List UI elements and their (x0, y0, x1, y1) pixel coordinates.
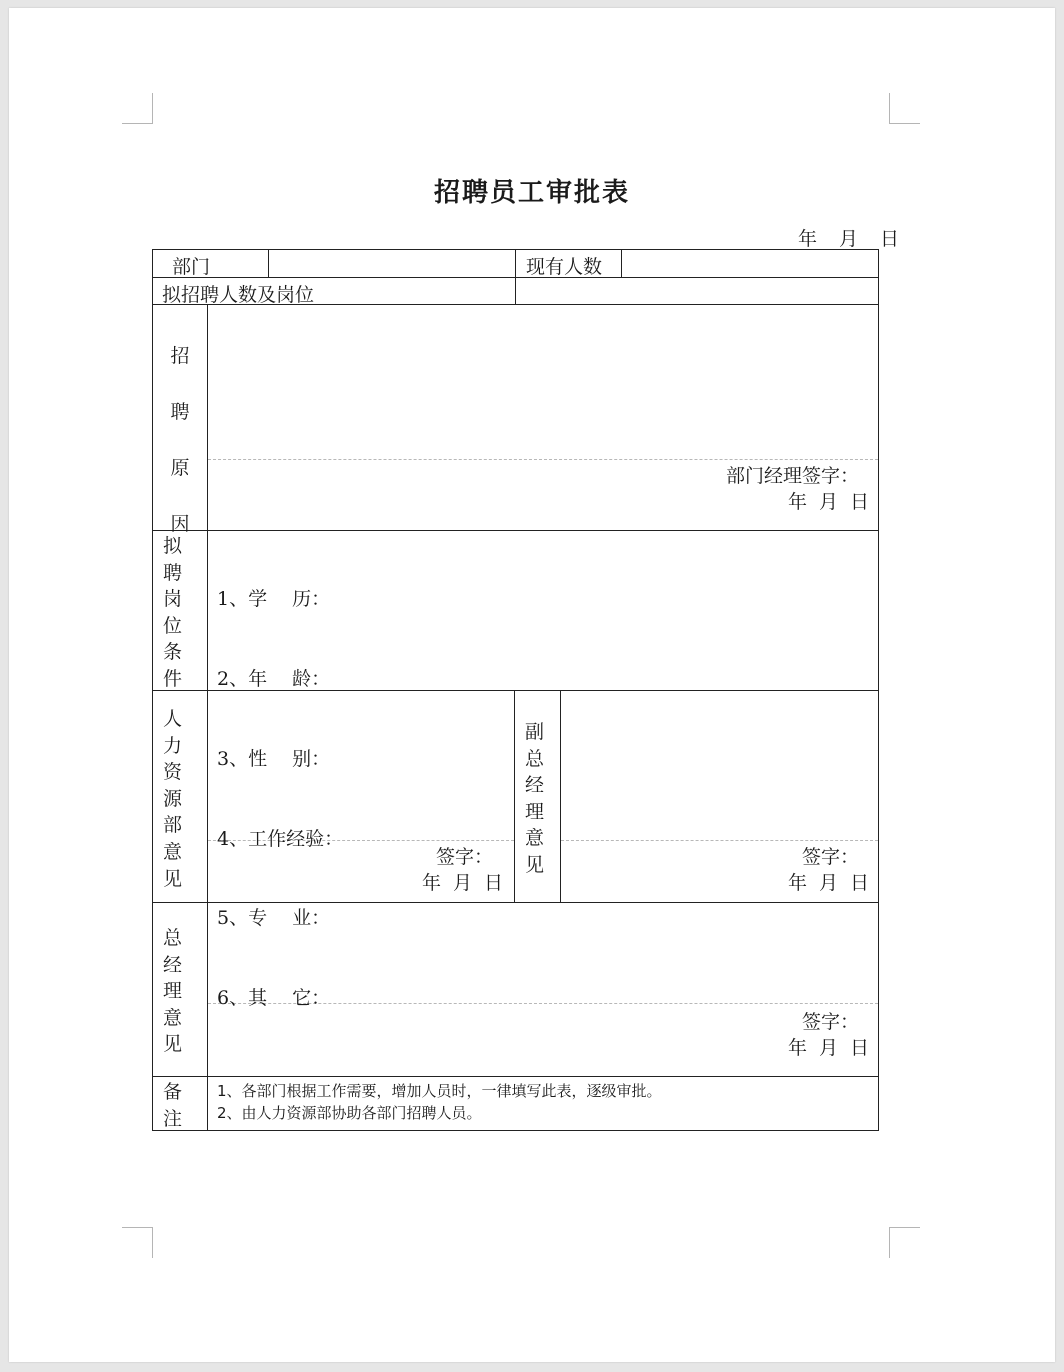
date-day: 日 (483, 872, 503, 894)
label-char: 备 (163, 1081, 183, 1103)
gm-label (163, 925, 185, 1058)
dept-field[interactable] (272, 252, 512, 274)
label-char: 经 (525, 774, 545, 797)
remark-line-1: 1、各部门根据工作需要，增加人员时，一律填写此表，逐级审批。 (217, 1082, 662, 1100)
remarks-label (163, 1079, 185, 1132)
headcount-field[interactable] (625, 252, 875, 274)
hr-label (163, 706, 185, 892)
label-char: 力 (163, 734, 183, 757)
label-char: 聘 (163, 561, 183, 584)
crop-mark-top-left (122, 93, 153, 124)
hr-signature-label: 签字： (435, 846, 493, 868)
label-char: 见 (163, 867, 183, 890)
vp-label (525, 719, 547, 879)
label-char: 源 (163, 787, 183, 810)
reason-input-area[interactable] (210, 307, 876, 457)
date-month: 月 (452, 872, 472, 894)
gm-opinion-area[interactable] (210, 905, 876, 1001)
crop-mark-top-right (889, 93, 920, 124)
reason-date (776, 487, 869, 514)
label-char: 因 (170, 513, 190, 535)
label-char: 理 (163, 980, 183, 1003)
header-date-day: 日 (879, 228, 899, 250)
label-char: 总 (163, 927, 183, 949)
label-char: 注 (163, 1107, 183, 1130)
date-day: 日 (849, 1037, 869, 1059)
header-date-year: 年 (797, 228, 817, 250)
plan-field[interactable] (519, 280, 874, 302)
label-char: 经 (163, 953, 183, 976)
headcount-label: 现有人数 (526, 256, 603, 278)
header-date (784, 224, 899, 251)
label-char: 人 (163, 708, 183, 730)
plan-label: 拟招聘人数及岗位 (162, 284, 315, 306)
label-char: 见 (525, 853, 545, 876)
label-char: 位 (163, 614, 183, 637)
reason-signature-label: 部门经理签字： (725, 465, 859, 487)
date-month: 月 (818, 1037, 838, 1059)
date-year: 年 (787, 1037, 807, 1059)
label-char: 聘 (170, 401, 190, 423)
gm-date (788, 1033, 869, 1060)
label-char: 件 (163, 667, 183, 690)
date-month: 月 (818, 872, 838, 894)
label-char: 拟 (163, 535, 183, 557)
hr-date (422, 868, 503, 895)
label-char: 部 (163, 814, 183, 837)
date-year: 年 (421, 872, 441, 894)
label-char: 见 (163, 1033, 183, 1056)
reason-label (160, 341, 200, 536)
condition-experience: 4、工作经验： (217, 827, 344, 850)
label-char: 原 (170, 457, 190, 479)
header-date-month: 月 (838, 228, 858, 250)
date-year: 年 (787, 872, 807, 894)
conditions-label (163, 533, 185, 693)
label-char: 意 (163, 1006, 183, 1029)
crop-mark-bottom-left (122, 1227, 153, 1258)
remark-line-2: 2、由人力资源部协助各部门招聘人员。 (217, 1104, 482, 1122)
hr-opinion-area[interactable] (210, 693, 512, 838)
label-char: 副 (525, 721, 545, 743)
condition-education: 1、学 历： (217, 588, 331, 611)
label-char: 条 (163, 641, 183, 664)
condition-other: 6、其 它： (217, 987, 331, 1010)
condition-age: 2、年 龄： (217, 667, 331, 690)
crop-mark-bottom-right (889, 1227, 920, 1258)
label-char: 资 (163, 761, 183, 784)
condition-major: 5、专 业： (217, 907, 331, 930)
vp-date (788, 868, 869, 895)
date-day: 日 (849, 872, 869, 894)
vp-opinion-area[interactable] (563, 693, 876, 838)
date-day: 日 (849, 491, 869, 513)
condition-gender: 3、性 别： (217, 747, 331, 770)
label-char: 意 (525, 827, 545, 850)
label-char: 理 (525, 800, 545, 823)
document-title: 招聘员工审批表 (433, 178, 630, 208)
label-char: 岗 (163, 588, 183, 611)
label-char: 总 (525, 747, 545, 770)
label-char: 招 (170, 345, 190, 367)
label-char: 意 (163, 840, 183, 863)
date-year: 年 (787, 491, 807, 513)
gm-signature-label: 签字： (801, 1011, 859, 1033)
dept-label: 部门 (172, 256, 211, 278)
date-month: 月 (818, 491, 838, 513)
vp-signature-label: 签字： (801, 846, 859, 868)
